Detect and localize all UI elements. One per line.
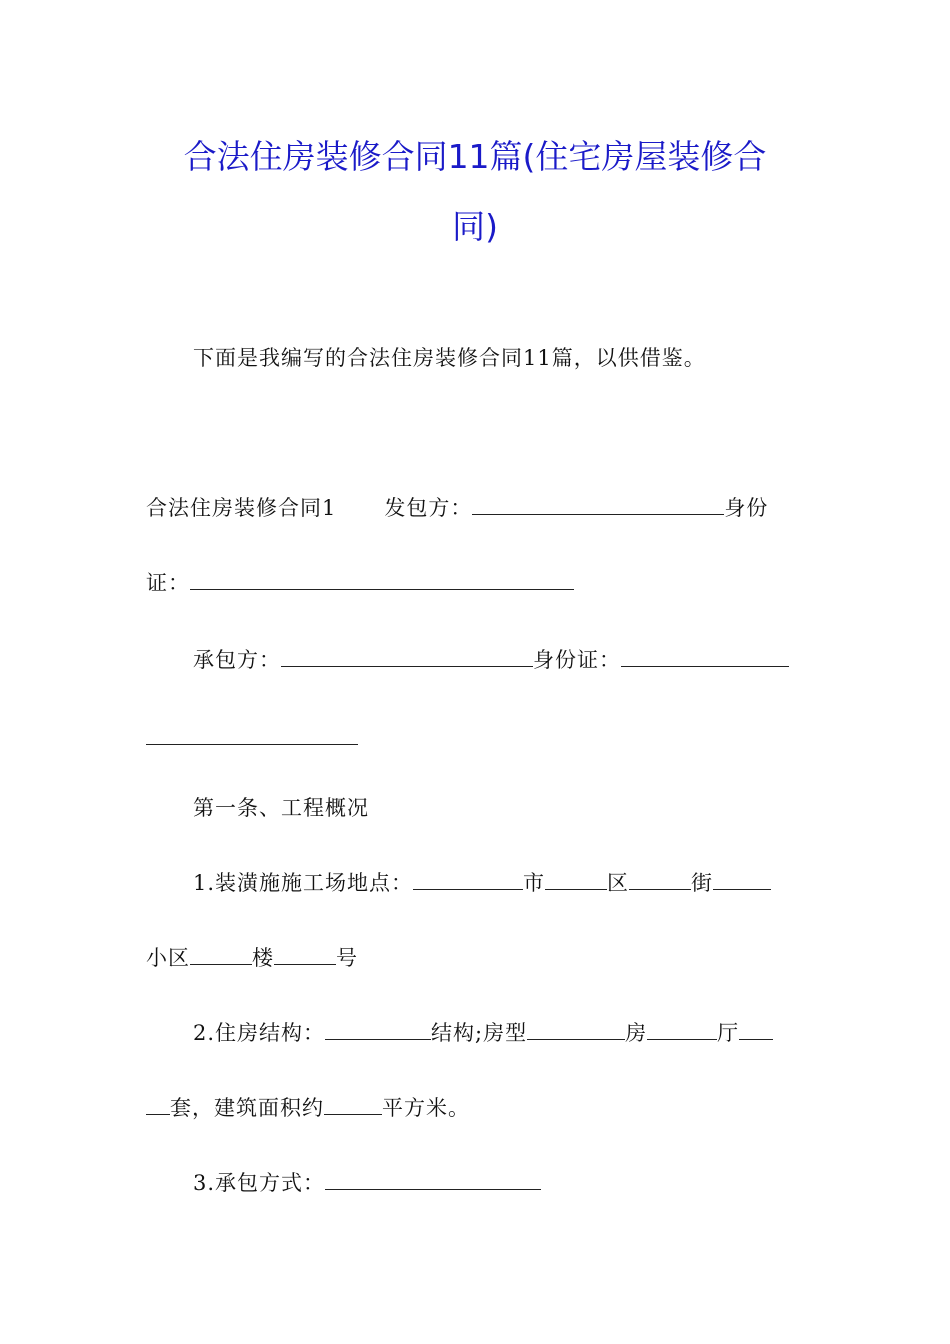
party-a-id-blank — [190, 569, 574, 590]
item-2-type-blank — [527, 1019, 625, 1040]
item-1-street-blank — [713, 869, 771, 890]
item-1-community: 小区 — [146, 946, 190, 970]
item-1-location-blank — [413, 869, 523, 890]
contract-heading-line — [146, 493, 768, 523]
party-a-blank — [472, 494, 724, 515]
item-1-number: 号 — [336, 946, 358, 970]
contract-heading: 合法住房装修合同1 — [146, 496, 337, 520]
item-2-structure: 结构;房型 — [431, 1021, 528, 1045]
section-1-title: 第一条、工程概况 — [193, 796, 369, 820]
id-line — [146, 568, 574, 598]
item-2-cont-line — [146, 1093, 470, 1123]
item-1-city: 市 — [523, 871, 546, 895]
party-b-label: 承包方： — [193, 648, 281, 672]
item-2-set: 套，建筑面积约 — [170, 1096, 324, 1120]
item-1-cont-line — [146, 943, 358, 973]
item-2-room: 房 — [625, 1021, 648, 1045]
item-1-community-blank — [190, 944, 252, 965]
page-title-line-1: 合法住房装修合同11篇(住宅房屋装修合 — [183, 137, 767, 176]
item-1-district-blank — [629, 869, 691, 890]
item-1-district: 区 — [607, 871, 630, 895]
item-1-street: 街 — [691, 871, 714, 895]
item-1-line — [193, 868, 771, 898]
item-2-area-blank — [324, 1094, 382, 1115]
item-3-line — [193, 1168, 541, 1198]
intro-text: 下面是我编写的合法住房装修合同11篇，以供借鉴。 — [193, 346, 706, 370]
party-a-label: 发包方： — [384, 496, 473, 520]
item-2-room-blank — [647, 1019, 717, 1040]
party-b-id-blank — [621, 646, 789, 667]
party-b-id-cont-line — [146, 720, 358, 750]
item-1-building: 楼 — [252, 946, 274, 970]
item-2-structure-blank — [325, 1019, 431, 1040]
id-label: 身份 — [724, 496, 769, 520]
id-label-cont: 证： — [146, 571, 190, 595]
section-1-line — [193, 793, 369, 823]
item-3-blank — [325, 1169, 541, 1190]
intro-paragraph — [193, 343, 706, 373]
party-b-line — [193, 645, 789, 675]
item-2-hall: 厅 — [717, 1021, 740, 1045]
item-2-label: 2.住房结构： — [193, 1021, 326, 1045]
page-title-line-2: 同) — [452, 207, 498, 246]
item-2-unit: 平方米。 — [382, 1096, 470, 1120]
item-1-city-blank — [545, 869, 607, 890]
party-b-id-label: 身份证： — [533, 648, 621, 672]
item-3-label: 3.承包方式： — [193, 1171, 326, 1195]
party-b-blank — [281, 646, 533, 667]
item-2-line — [193, 1018, 773, 1048]
item-2-hall-blank-cont — [146, 1094, 170, 1115]
item-1-building-blank — [274, 944, 336, 965]
item-1-label: 1.装潢施施工场地点： — [193, 871, 414, 895]
party-b-id-blank-cont — [146, 724, 358, 745]
item-2-hall-blank — [739, 1019, 773, 1040]
